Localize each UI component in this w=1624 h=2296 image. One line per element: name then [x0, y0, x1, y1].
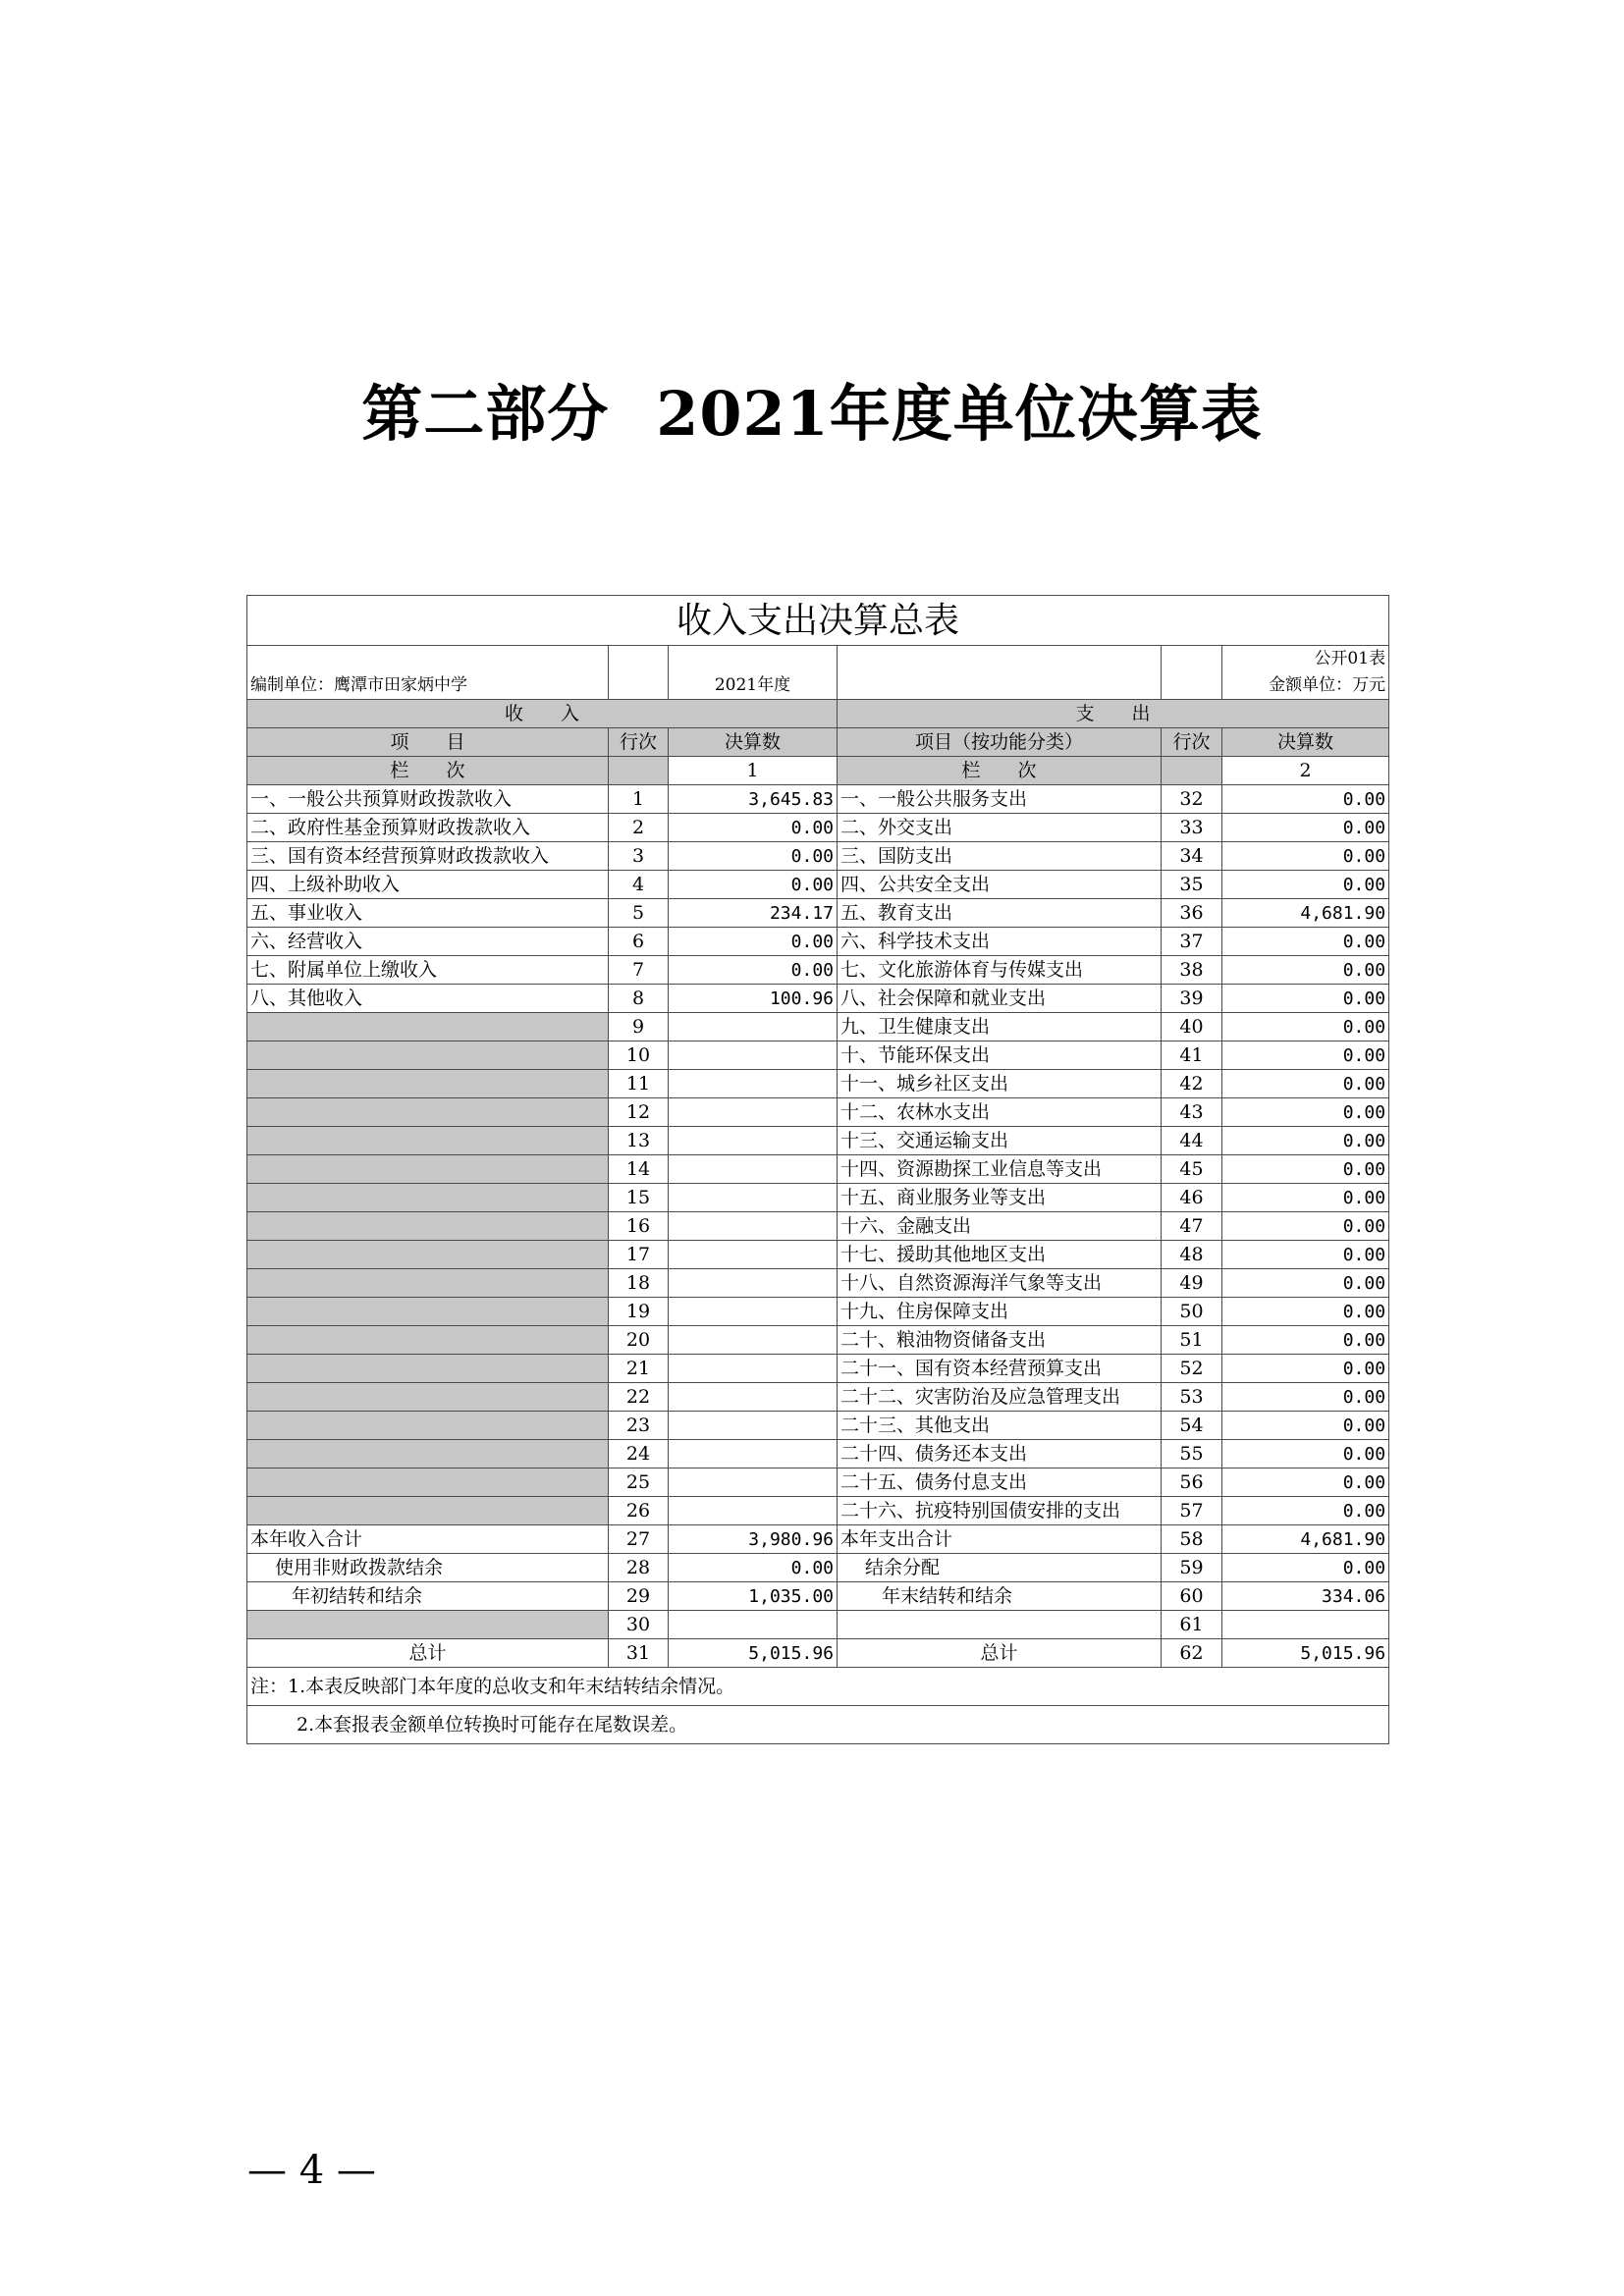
- table-row: [247, 1184, 1389, 1212]
- expense-amount: 0.00: [1222, 1269, 1389, 1298]
- expense-item: 二、外交支出: [838, 814, 1162, 842]
- income-item: [247, 1241, 609, 1269]
- table-row: [247, 956, 1389, 985]
- income-amount: 5,015.96: [669, 1639, 838, 1668]
- heading-title: 2021年度单位决算表: [656, 378, 1263, 450]
- income-line: 27: [609, 1525, 669, 1554]
- table-note: 注：1.本表反映部门本年度的总收支和年末结转结余情况。: [247, 1668, 1389, 1706]
- income-amount: [669, 1440, 838, 1468]
- expense-item: 十九、住房保障支出: [838, 1298, 1162, 1326]
- income-amount: [669, 1184, 838, 1212]
- income-line: 17: [609, 1241, 669, 1269]
- income-amount: [669, 1355, 838, 1383]
- income-item: 本年收入合计: [247, 1525, 609, 1554]
- expense-item: 三、国防支出: [838, 842, 1162, 871]
- expense-item: 总计: [838, 1639, 1162, 1668]
- income-line: 30: [609, 1611, 669, 1639]
- table-row: [247, 1269, 1389, 1298]
- expense-amount: 0.00: [1222, 1184, 1389, 1212]
- expense-line: 41: [1162, 1041, 1222, 1070]
- expense-amount: 0.00: [1222, 1212, 1389, 1241]
- col-number-1: 1: [669, 757, 838, 785]
- income-item: [247, 1184, 609, 1212]
- income-line: 9: [609, 1013, 669, 1041]
- table-row: [247, 785, 1389, 814]
- income-line: 11: [609, 1070, 669, 1098]
- expense-item: 七、文化旅游体育与传媒支出: [838, 956, 1162, 985]
- income-line: 7: [609, 956, 669, 985]
- income-amount: [669, 1298, 838, 1326]
- income-item: 年初结转和结余: [247, 1582, 609, 1611]
- expense-amount: 0.00: [1222, 1127, 1389, 1155]
- col-line-header: 行次: [609, 728, 669, 757]
- expense-item: 本年支出合计: [838, 1525, 1162, 1554]
- expense-item: 一、一般公共服务支出: [838, 785, 1162, 814]
- income-item: 二、政府性基金预算财政拨款收入: [247, 814, 609, 842]
- expense-line: 45: [1162, 1155, 1222, 1184]
- income-line: 16: [609, 1212, 669, 1241]
- expense-line: 33: [1162, 814, 1222, 842]
- income-expense-table: [246, 595, 1389, 1744]
- expense-item: 十、节能环保支出: [838, 1041, 1162, 1070]
- income-item: 一、一般公共预算财政拨款收入: [247, 785, 609, 814]
- table-row: [247, 1497, 1389, 1525]
- expense-item: 十七、援助其他地区支出: [838, 1241, 1162, 1269]
- table-row: [247, 842, 1389, 871]
- income-item: [247, 1611, 609, 1639]
- income-amount: 3,980.96: [669, 1525, 838, 1554]
- income-amount: 234.17: [669, 899, 838, 928]
- income-item: 总计: [247, 1639, 609, 1668]
- table-row: [247, 814, 1389, 842]
- expense-line: 59: [1162, 1554, 1222, 1582]
- table-row: [247, 899, 1389, 928]
- page-number: — 4 —: [247, 2148, 376, 2193]
- income-line: 10: [609, 1041, 669, 1070]
- income-item: 六、经营收入: [247, 928, 609, 956]
- income-amount: [669, 1041, 838, 1070]
- income-amount: 3,645.83: [669, 785, 838, 814]
- final-accounts-table-wrapper: [246, 595, 1388, 1744]
- income-item: 七、附属单位上缴收入: [247, 956, 609, 985]
- income-item: [247, 1355, 609, 1383]
- income-line: 2: [609, 814, 669, 842]
- expense-item: 十一、城乡社区支出: [838, 1070, 1162, 1098]
- table-row: [247, 1412, 1389, 1440]
- expense-item: [838, 1611, 1162, 1639]
- income-amount: [669, 1212, 838, 1241]
- income-amount: [669, 1013, 838, 1041]
- income-item: [247, 1440, 609, 1468]
- income-line: 25: [609, 1468, 669, 1497]
- income-line: 21: [609, 1355, 669, 1383]
- expense-line: 44: [1162, 1127, 1222, 1155]
- expense-item: 十六、金融支出: [838, 1212, 1162, 1241]
- expense-amount: 0.00: [1222, 1497, 1389, 1525]
- income-item: [247, 1497, 609, 1525]
- table-row: [247, 1525, 1389, 1554]
- income-item: 八、其他收入: [247, 985, 609, 1013]
- expense-amount: 4,681.90: [1222, 899, 1389, 928]
- table-row: [247, 1241, 1389, 1269]
- income-amount: [669, 1241, 838, 1269]
- income-amount: [669, 1098, 838, 1127]
- income-amount: [669, 1269, 838, 1298]
- income-item: 四、上级补助收入: [247, 871, 609, 899]
- expense-amount: 0.00: [1222, 785, 1389, 814]
- expense-line: 62: [1162, 1639, 1222, 1668]
- income-item: [247, 1155, 609, 1184]
- expense-amount: 0.00: [1222, 1440, 1389, 1468]
- expense-amount: 0.00: [1222, 1554, 1389, 1582]
- income-amount: 0.00: [669, 928, 838, 956]
- expense-item: 十三、交通运输支出: [838, 1127, 1162, 1155]
- expense-line: 56: [1162, 1468, 1222, 1497]
- expense-item: 十四、资源勘探工业信息等支出: [838, 1155, 1162, 1184]
- table-row: [247, 928, 1389, 956]
- expense-line: 35: [1162, 871, 1222, 899]
- income-item: [247, 1269, 609, 1298]
- expense-item: 二十四、债务还本支出: [838, 1440, 1162, 1468]
- income-line: 31: [609, 1639, 669, 1668]
- income-item: [247, 1412, 609, 1440]
- expense-amount: 0.00: [1222, 928, 1389, 956]
- income-line: 20: [609, 1326, 669, 1355]
- expense-item: 结余分配: [838, 1554, 1162, 1582]
- income-line: 19: [609, 1298, 669, 1326]
- col-amount-header: 决算数: [669, 728, 838, 757]
- expense-line: 43: [1162, 1098, 1222, 1127]
- expense-item: 二十三、其他支出: [838, 1412, 1162, 1440]
- expense-item: 二十一、国有资本经营预算支出: [838, 1355, 1162, 1383]
- expense-amount: 0.00: [1222, 1355, 1389, 1383]
- expense-item: 十二、农林水支出: [838, 1098, 1162, 1127]
- income-header: 收 入: [247, 700, 838, 728]
- income-amount: 0.00: [669, 842, 838, 871]
- expense-line: 61: [1162, 1611, 1222, 1639]
- income-item: 使用非财政拨款结余: [247, 1554, 609, 1582]
- expense-item: 二十、粮油物资储备支出: [838, 1326, 1162, 1355]
- expense-item: 九、卫生健康支出: [838, 1013, 1162, 1041]
- expense-item: 二十六、抗疫特别国债安排的支出: [838, 1497, 1162, 1525]
- table-note: 2.本套报表金额单位转换时可能存在尾数误差。: [247, 1706, 1389, 1744]
- income-amount: 0.00: [669, 1554, 838, 1582]
- expense-line: 52: [1162, 1355, 1222, 1383]
- note-row: [247, 1668, 1389, 1706]
- expense-amount: 0.00: [1222, 1155, 1389, 1184]
- income-line: 24: [609, 1440, 669, 1468]
- amount-unit: 金额单位：万元: [1222, 672, 1389, 700]
- expense-amount: 0.00: [1222, 1041, 1389, 1070]
- expense-amount: 0.00: [1222, 985, 1389, 1013]
- expense-line: 55: [1162, 1440, 1222, 1468]
- income-line: 8: [609, 985, 669, 1013]
- income-amount: [669, 1155, 838, 1184]
- income-amount: 1,035.00: [669, 1582, 838, 1611]
- expense-line: 54: [1162, 1412, 1222, 1440]
- expense-line: 49: [1162, 1269, 1222, 1298]
- expense-item: 六、科学技术支出: [838, 928, 1162, 956]
- expense-line: 37: [1162, 928, 1222, 956]
- income-amount: [669, 1070, 838, 1098]
- expense-amount: 0.00: [1222, 956, 1389, 985]
- income-amount: 0.00: [669, 956, 838, 985]
- income-amount: [669, 1383, 838, 1412]
- expense-amount: 0.00: [1222, 1013, 1389, 1041]
- income-item: 三、国有资本经营预算财政拨款收入: [247, 842, 609, 871]
- table-row: [247, 1468, 1389, 1497]
- income-line: 14: [609, 1155, 669, 1184]
- income-line: 26: [609, 1497, 669, 1525]
- income-item: [247, 1041, 609, 1070]
- table-row: [247, 1070, 1389, 1098]
- income-line: 1: [609, 785, 669, 814]
- income-amount: 100.96: [669, 985, 838, 1013]
- expense-amount: 0.00: [1222, 871, 1389, 899]
- expense-amount: 0.00: [1222, 1241, 1389, 1269]
- table-row: [247, 1611, 1389, 1639]
- table-row: [247, 1212, 1389, 1241]
- expense-amount: 0.00: [1222, 1468, 1389, 1497]
- table-row: [247, 1582, 1389, 1611]
- col-line2-header: 行次: [1162, 728, 1222, 757]
- income-line: 3: [609, 842, 669, 871]
- report-year: 2021年度: [669, 672, 838, 700]
- income-amount: [669, 1468, 838, 1497]
- expense-item: 五、教育支出: [838, 899, 1162, 928]
- table-row: [247, 1155, 1389, 1184]
- expense-line: 53: [1162, 1383, 1222, 1412]
- income-item: [247, 1212, 609, 1241]
- expense-amount: 0.00: [1222, 814, 1389, 842]
- table-row: [247, 1355, 1389, 1383]
- col-item-header: 项 目: [247, 728, 609, 757]
- expense-item: 十五、商业服务业等支出: [838, 1184, 1162, 1212]
- table-row: [247, 1298, 1389, 1326]
- expense-line: 57: [1162, 1497, 1222, 1525]
- income-item: [247, 1127, 609, 1155]
- table-row: [247, 985, 1389, 1013]
- income-line: 23: [609, 1412, 669, 1440]
- page-heading: [0, 365, 1624, 453]
- expense-header: 支 出: [838, 700, 1389, 728]
- table-row: [247, 871, 1389, 899]
- expense-line: 34: [1162, 842, 1222, 871]
- table-row: [247, 1440, 1389, 1468]
- col-amount2-header: 决算数: [1222, 728, 1389, 757]
- expense-amount: 0.00: [1222, 1412, 1389, 1440]
- expense-line: 51: [1162, 1326, 1222, 1355]
- income-amount: [669, 1127, 838, 1155]
- table-title: 收入支出决算总表: [247, 596, 1389, 646]
- table-code: 公开01表: [1222, 646, 1389, 673]
- income-line: 13: [609, 1127, 669, 1155]
- table-row: [247, 1554, 1389, 1582]
- expense-line: 47: [1162, 1212, 1222, 1241]
- expense-line: 58: [1162, 1525, 1222, 1554]
- expense-amount: 0.00: [1222, 1070, 1389, 1098]
- income-item: [247, 1098, 609, 1127]
- table-row: [247, 1127, 1389, 1155]
- income-item: [247, 1326, 609, 1355]
- income-item: [247, 1383, 609, 1412]
- expense-line: 42: [1162, 1070, 1222, 1098]
- table-row: [247, 1383, 1389, 1412]
- income-item: [247, 1468, 609, 1497]
- expense-line: 32: [1162, 785, 1222, 814]
- income-amount: 0.00: [669, 814, 838, 842]
- income-line: 15: [609, 1184, 669, 1212]
- income-line: 4: [609, 871, 669, 899]
- expense-item: 二十五、债务付息支出: [838, 1468, 1162, 1497]
- expense-amount: 4,681.90: [1222, 1525, 1389, 1554]
- income-line: 28: [609, 1554, 669, 1582]
- expense-item: 年末结转和结余: [838, 1582, 1162, 1611]
- expense-item: 二十二、灾害防治及应急管理支出: [838, 1383, 1162, 1412]
- expense-line: 46: [1162, 1184, 1222, 1212]
- col-item-func-header: 项目（按功能分类）: [838, 728, 1162, 757]
- income-amount: [669, 1326, 838, 1355]
- heading-part: 第二部分: [361, 378, 610, 450]
- income-amount: [669, 1497, 838, 1525]
- income-amount: 0.00: [669, 871, 838, 899]
- expense-amount: 0.00: [1222, 1383, 1389, 1412]
- expense-item: 十八、自然资源海洋气象等支出: [838, 1269, 1162, 1298]
- income-item: [247, 1013, 609, 1041]
- table-row: [247, 1098, 1389, 1127]
- income-line: 18: [609, 1269, 669, 1298]
- income-item: 五、事业收入: [247, 899, 609, 928]
- expense-line: 50: [1162, 1298, 1222, 1326]
- income-line: 12: [609, 1098, 669, 1127]
- expense-line: 60: [1162, 1582, 1222, 1611]
- income-line: 5: [609, 899, 669, 928]
- income-amount: [669, 1611, 838, 1639]
- expense-amount: [1222, 1611, 1389, 1639]
- expense-amount: 0.00: [1222, 842, 1389, 871]
- expense-line: 48: [1162, 1241, 1222, 1269]
- expense-line: 36: [1162, 899, 1222, 928]
- table-row: [247, 1013, 1389, 1041]
- income-line: 22: [609, 1383, 669, 1412]
- expense-item: 八、社会保障和就业支出: [838, 985, 1162, 1013]
- income-line: 6: [609, 928, 669, 956]
- lanci-label: 栏 次: [247, 757, 609, 785]
- note-row: [247, 1706, 1389, 1744]
- expense-amount: 5,015.96: [1222, 1639, 1389, 1668]
- expense-amount: 0.00: [1222, 1326, 1389, 1355]
- expense-amount: 334.06: [1222, 1582, 1389, 1611]
- compiling-unit: 编制单位：鹰潭市田家炳中学: [247, 672, 609, 700]
- expense-amount: 0.00: [1222, 1098, 1389, 1127]
- table-row: [247, 1326, 1389, 1355]
- income-item: [247, 1070, 609, 1098]
- col-number-2: 2: [1222, 757, 1389, 785]
- table-row: [247, 1639, 1389, 1668]
- income-line: 29: [609, 1582, 669, 1611]
- table-row: [247, 1041, 1389, 1070]
- expense-item: 四、公共安全支出: [838, 871, 1162, 899]
- lanci-label-2: 栏 次: [838, 757, 1162, 785]
- expense-line: 38: [1162, 956, 1222, 985]
- income-amount: [669, 1412, 838, 1440]
- expense-amount: 0.00: [1222, 1298, 1389, 1326]
- income-item: [247, 1298, 609, 1326]
- expense-line: 40: [1162, 1013, 1222, 1041]
- expense-line: 39: [1162, 985, 1222, 1013]
